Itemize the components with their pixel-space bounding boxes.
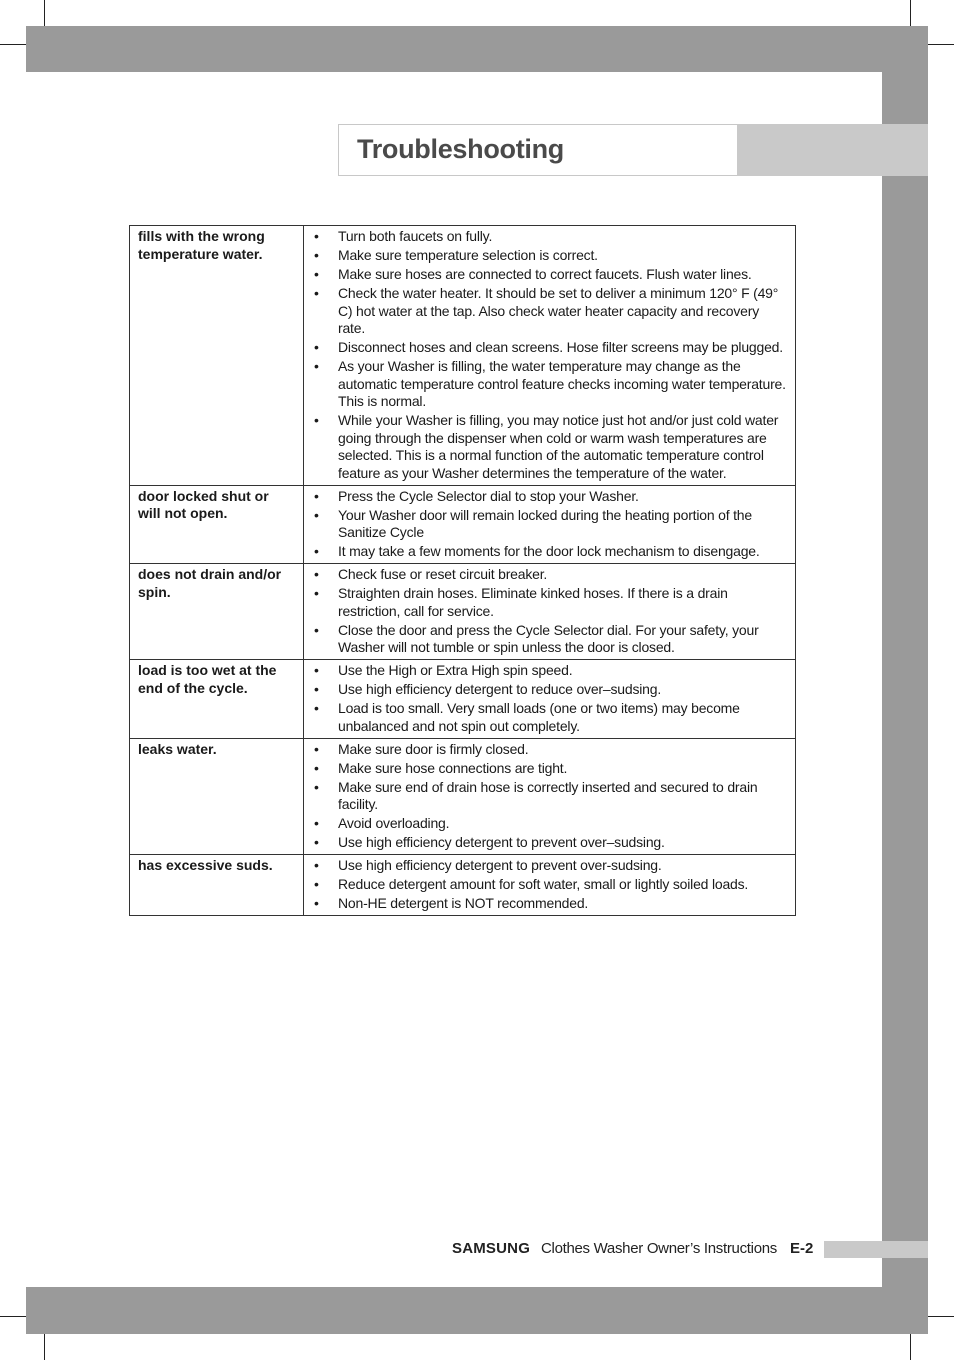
title-tab	[737, 124, 928, 176]
footer-brand: SAMSUNG	[452, 1240, 531, 1257]
solution-item: • Disconnect hoses and clean screens. Hose filter screens may be plugged.	[312, 339, 787, 357]
solution-list	[312, 228, 787, 482]
solutions-cell	[304, 564, 796, 660]
page-frame-right	[882, 26, 928, 1334]
solutions-cell	[304, 738, 796, 855]
solution-item: • Make sure hose connections are tight.	[312, 760, 787, 778]
page-footer	[0, 1240, 954, 1260]
problem-cell: does not drain and/or spin.	[130, 564, 304, 660]
page-frame-top	[26, 26, 928, 72]
solution-item: • As your Washer is filling, the water temperature may change as the automatic temperature control feature checks incoming water temperature. This is normal.	[312, 358, 787, 411]
troubleshooting-table	[129, 225, 796, 916]
table-row	[130, 660, 796, 739]
solution-item: • Avoid overloading.	[312, 815, 787, 833]
solution-list	[312, 741, 787, 852]
solution-item: • Make sure hoses are connected to correct faucets. Flush water lines.	[312, 266, 787, 284]
solution-item: • Make sure temperature selection is correct.	[312, 247, 787, 265]
solution-item: • Make sure door is firmly closed.	[312, 741, 787, 759]
solution-item: • Load is too small. Very small loads (one or two items) may become unbalanced and not spin out completely.	[312, 700, 787, 735]
table-row	[130, 226, 796, 486]
page-title: Troubleshooting	[357, 134, 564, 164]
table-row	[130, 485, 796, 564]
solutions-cell	[304, 226, 796, 486]
table-row	[130, 855, 796, 916]
crop-mark	[928, 44, 954, 45]
solution-item: • It may take a few moments for the door lock mechanism to disengage.	[312, 543, 787, 561]
solution-item: • Turn both faucets on fully.	[312, 228, 787, 246]
solution-item: • Use high efficiency detergent to prevent over-sudsing.	[312, 857, 787, 875]
solution-item: • Use the High or Extra High spin speed.	[312, 662, 787, 680]
solution-item: • Check the water heater. It should be set to deliver a minimum 120° F (49° C) hot water at the tap. Also check water heater capacity and recovery rate.	[312, 285, 787, 338]
solution-item: • Your Washer door will remain locked during the heating portion of the Sanitize Cycle	[312, 507, 787, 542]
problem-cell: door locked shut or will not open.	[130, 485, 304, 564]
crop-mark	[44, 0, 45, 26]
solution-list	[312, 566, 787, 657]
problem-cell: leaks water.	[130, 738, 304, 855]
crop-mark	[44, 1334, 45, 1360]
table-row	[130, 564, 796, 660]
table-row	[130, 738, 796, 855]
crop-mark	[0, 44, 26, 45]
solution-item: • Non-HE detergent is NOT recommended.	[312, 895, 787, 913]
problem-cell: has excessive suds.	[130, 855, 304, 916]
solution-item: • Reduce detergent amount for soft water, small or lightly soiled loads.	[312, 876, 787, 894]
solution-item: • Use high efficiency detergent to reduce over–sudsing.	[312, 681, 787, 699]
footer-tab	[824, 1241, 928, 1258]
solution-item: • Close the door and press the Cycle Selector dial. For your safety, your Washer will not tumble or spin unless the door is closed.	[312, 622, 787, 657]
solution-item: • Make sure end of drain hose is correctly inserted and secured to drain facility.	[312, 779, 787, 814]
footer-document-title: Clothes Washer Owner’s Instructions	[541, 1240, 777, 1257]
solution-list	[312, 857, 787, 913]
solution-item: • Press the Cycle Selector dial to stop your Washer.	[312, 488, 787, 506]
problem-cell: load is too wet at the end of the cycle.	[130, 660, 304, 739]
problem-cell: fills with the wrong temperature water.	[130, 226, 304, 486]
page-frame-bottom	[26, 1287, 928, 1334]
crop-mark	[910, 0, 911, 26]
crop-mark	[928, 1316, 954, 1317]
solutions-cell	[304, 660, 796, 739]
solution-item: • While your Washer is filling, you may notice just hot and/or just cold water going through the dispenser when cold or warm wash temperatures are selected. This is a normal function of the automatic temperature control feature as your Washer determines the temperature of the water.	[312, 412, 787, 482]
solution-item: • Straighten drain hoses. Eliminate kinked hoses. If there is a drain restriction, call for service.	[312, 585, 787, 620]
crop-mark	[0, 1316, 26, 1317]
solution-item: • Use high efficiency detergent to prevent over–sudsing.	[312, 834, 787, 852]
solution-list	[312, 488, 787, 561]
solutions-cell	[304, 485, 796, 564]
solution-item: • Check fuse or reset circuit breaker.	[312, 566, 787, 584]
footer-page-number: E-2	[790, 1240, 814, 1257]
title-box	[338, 124, 737, 176]
solutions-cell	[304, 855, 796, 916]
solution-list	[312, 662, 787, 735]
crop-mark	[910, 1334, 911, 1360]
troubleshooting-table-body	[130, 226, 796, 916]
